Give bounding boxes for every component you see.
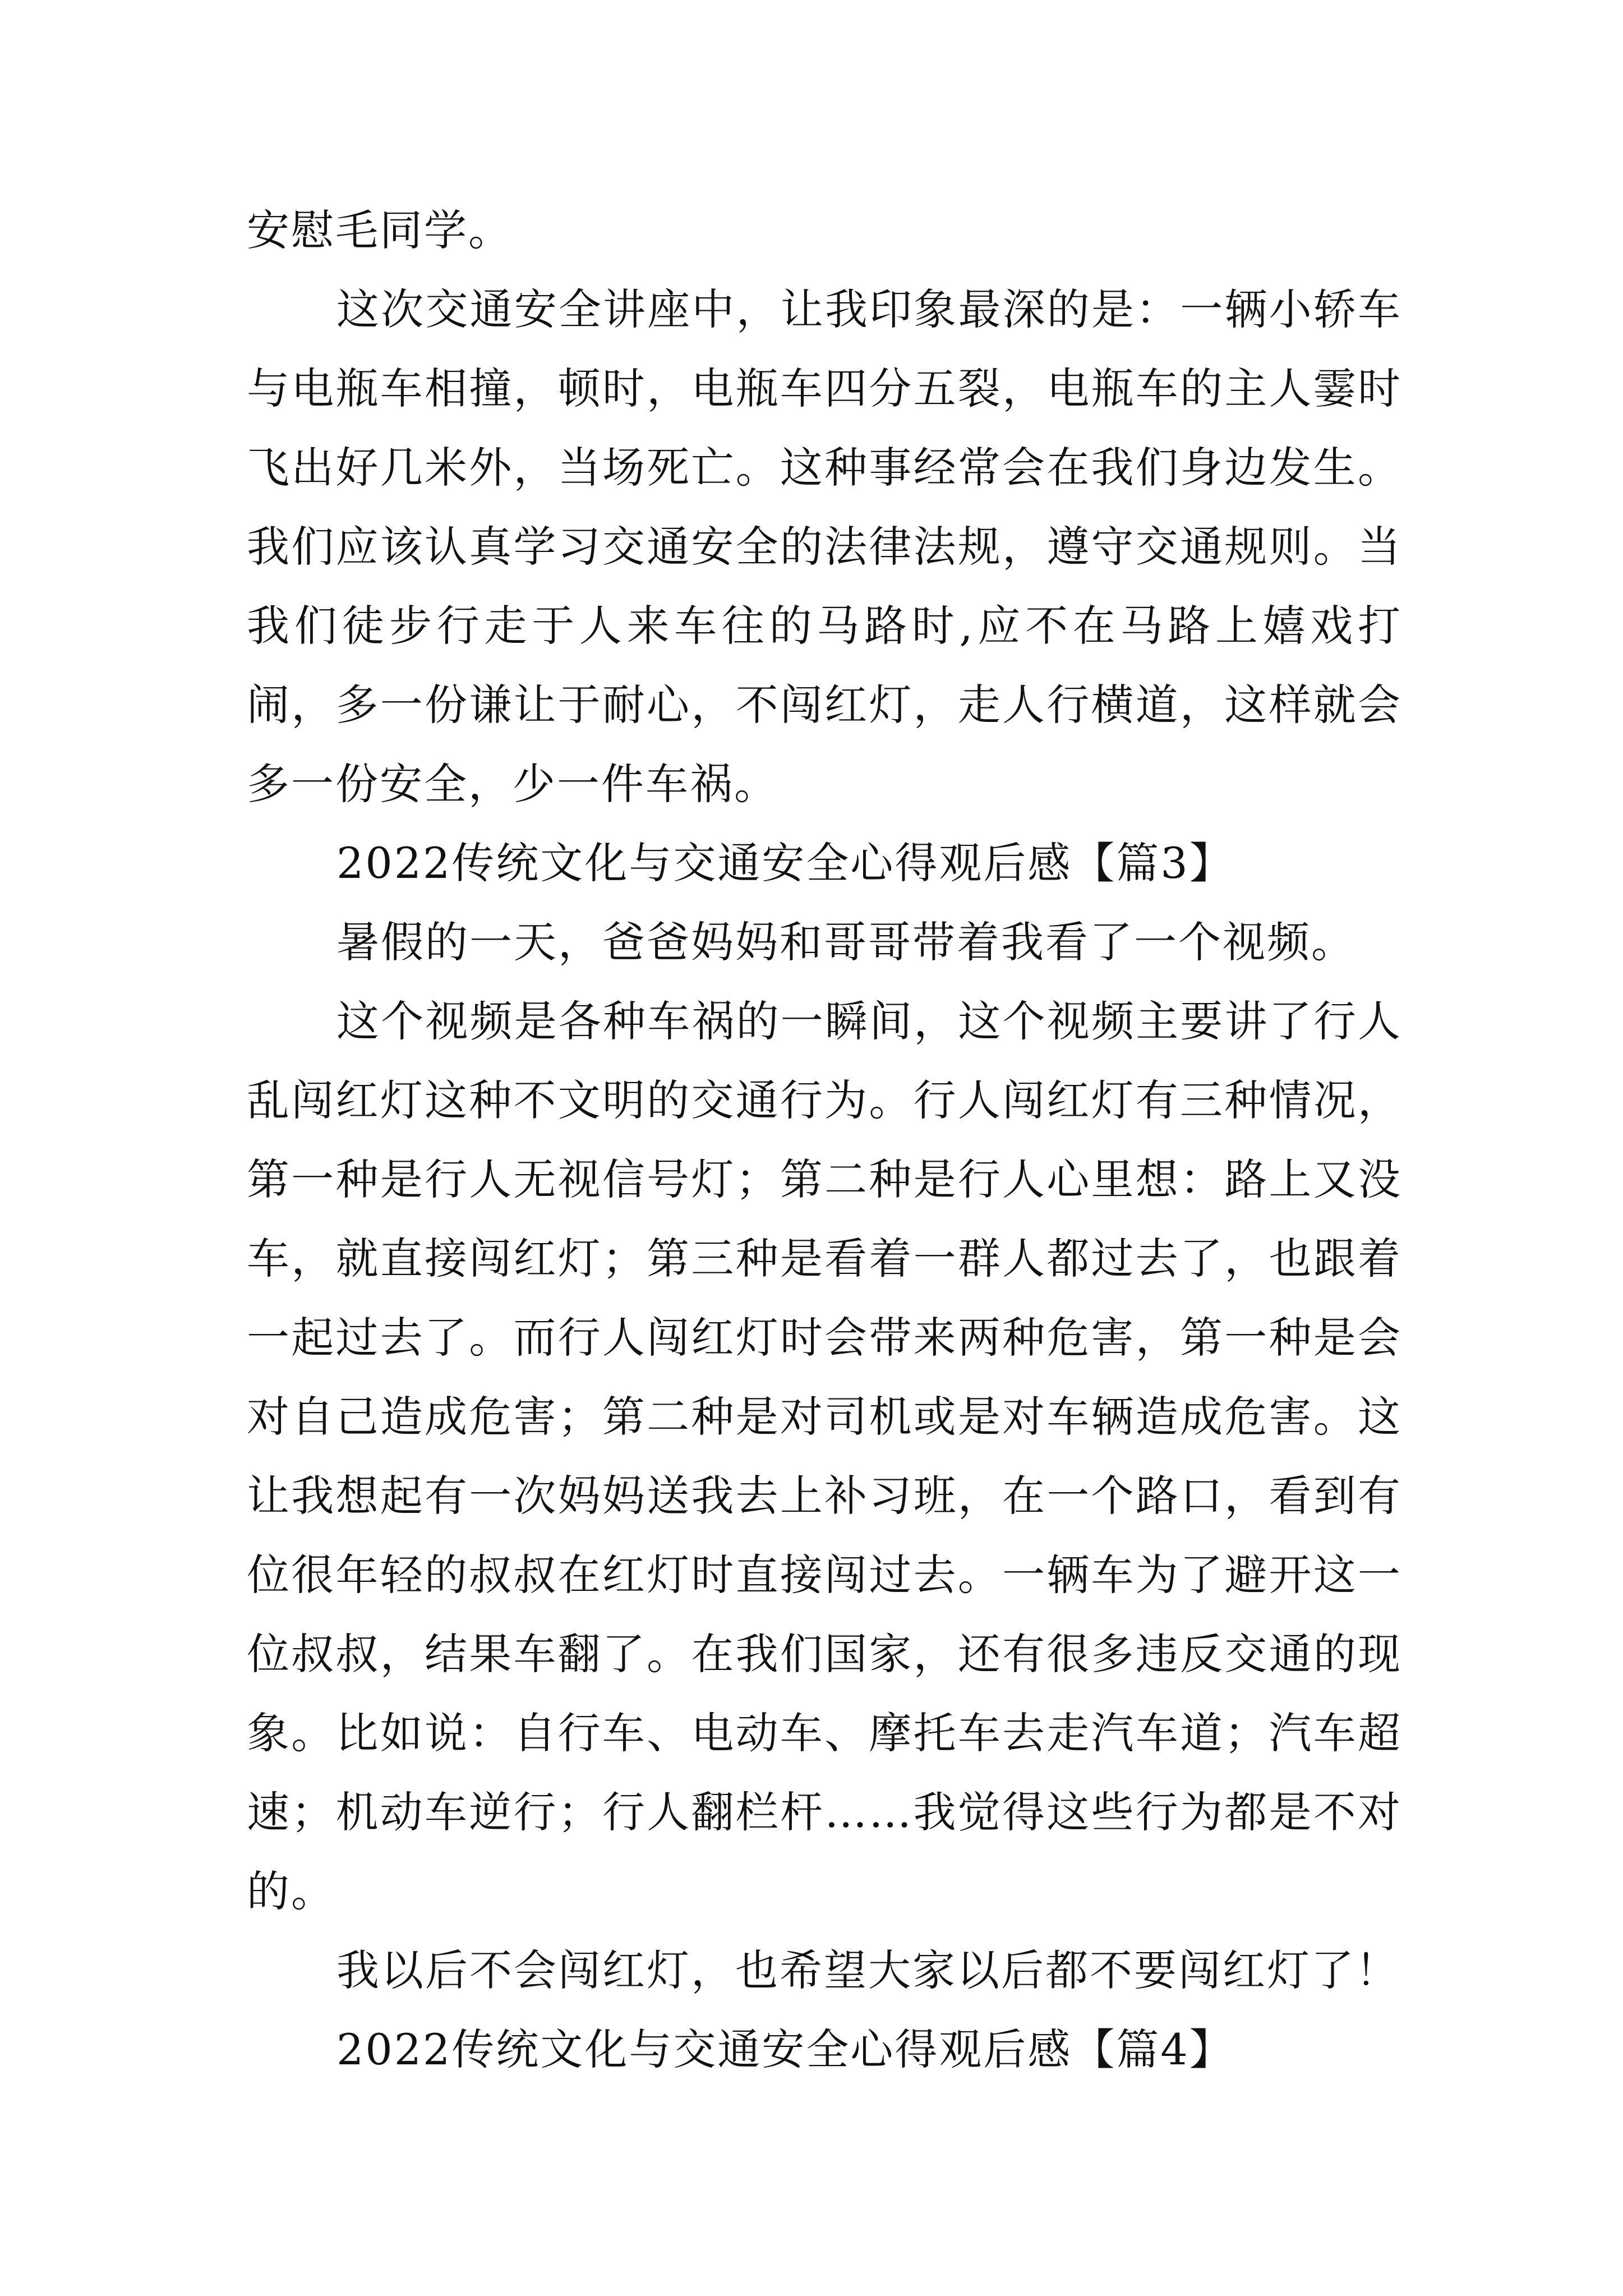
body-paragraph: 我以后不会闯红灯，也希望大家以后都不要闯红灯了！ <box>336 1945 1400 1995</box>
section-heading: 2022传统文化与交通安全心得观后感【篇3】 <box>336 838 1234 888</box>
section-heading: 2022传统文化与交通安全心得观后感【篇4】 <box>336 2024 1234 2074</box>
document-body <box>247 191 1402 2089</box>
body-paragraph: 这次交通安全讲座中，让我印象最深的是：一辆小轿车与电瓶车相撞，顿时，电瓶车四分五裂，电瓶车的主人霎时飞出好几米外，当场死亡。这种事经常会在我们身边发生。我们应该认真学习交通安全的法律法规，遵守交通规则。当我们徒步行走于人来车往的马路时,应不在马路上嬉戏打闹，多一份谦让于耐心，不闯红灯，走人行横道，这样就会多一份安全，少一件车祸。 <box>247 284 1402 809</box>
body-paragraph: 暑假的一天，爸爸妈妈和哥哥带着我看了一个视频。 <box>336 917 1355 967</box>
continuation-paragraph: 安慰毛同学。 <box>247 205 513 255</box>
body-paragraph: 这个视频是各种车祸的一瞬间，这个视频主要讲了行人乱闯红灯这种不文明的交通行为。行人闯红灯有三种情况，第一种是行人无视信号灯；第二种是行人心里想：路上又没车，就直接闯红灯；第三种是看着一群人都过去了，也跟着一起过去了。而行人闯红灯时会带来两种危害，第一种是会对自己造成危害；第二种是对司机或是对车辆造成危害。这让我想起有一次妈妈送我去上补习班，在一个路口，看到有位很年轻的叔叔在红灯时直接闯过去。一辆车为了避开这一位叔叔，结果车翻了。在我们国家，还有很多违反交通的现象。比如说：自行车、电动车、摩托车去走汽车道；汽车超速；机动车逆行；行人翻栏杆……我觉得这些行为都是不对的。 <box>247 996 1402 1916</box>
